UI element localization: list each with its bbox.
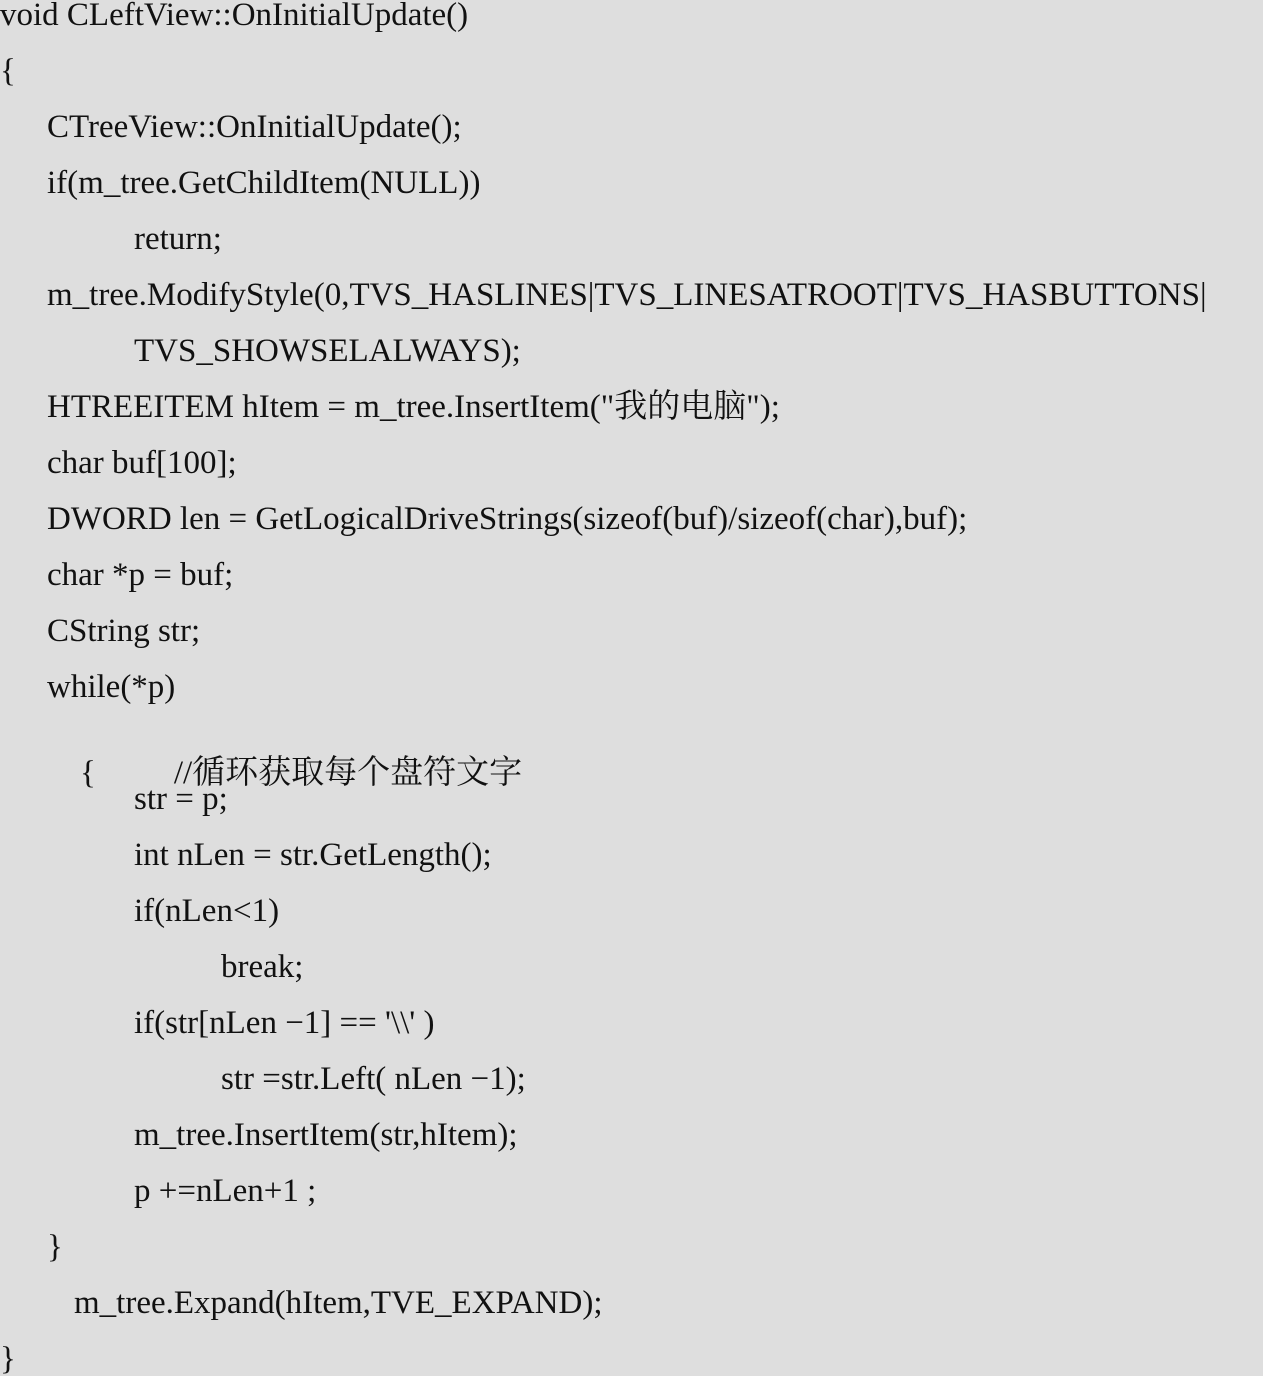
code-line-19: if(str[nLen −1] == '\\' ) (134, 1005, 435, 1041)
code-line-21: m_tree.InsertItem(str,hItem); (134, 1117, 518, 1153)
code-line-16: int nLen = str.GetLength(); (134, 837, 492, 873)
code-line-4: if(m_tree.GetChildItem(NULL)) (47, 165, 481, 201)
code-line-24: m_tree.Expand(hItem,TVE_EXPAND); (74, 1285, 603, 1321)
code-line-5: return; (134, 221, 222, 257)
code-line-13: while(*p) (47, 669, 176, 705)
code-line-15: str = p; (134, 781, 228, 817)
code-line-2: { (0, 53, 16, 89)
code-line-14 (0, 728, 523, 791)
code-line-10: DWORD len = GetLogicalDriveStrings(sizeof(buf)/sizeof(char),buf); (47, 501, 968, 537)
code-line-23: } (47, 1229, 63, 1265)
code-line-7: TVS_SHOWSELALWAYS); (134, 333, 521, 369)
code-line-20: str =str.Left( nLen −1); (221, 1061, 526, 1097)
code-line-6: m_tree.ModifyStyle(0,TVS_HASLINES|TVS_LINESATROOT|TVS_HASBUTTONS| (47, 277, 1207, 313)
code-line-12: CString str; (47, 613, 201, 649)
code-line-9: char buf[100]; (47, 445, 237, 481)
code-line-17: if(nLen<1) (134, 893, 280, 929)
code-line-11: char *p = buf; (47, 557, 234, 593)
code-line-18: break; (221, 949, 304, 985)
code-comment: //循环获取每个盘符文字 (173, 755, 523, 791)
code-line-1: void CLeftView::OnInitialUpdate() (0, 0, 469, 33)
code-line-8: HTREEITEM hItem = m_tree.InsertItem("我的电脑"); (47, 389, 780, 425)
code-line-25: } (0, 1341, 16, 1376)
code-line-22: p +=nLen+1 ; (134, 1173, 317, 1209)
code-line-3: CTreeView::OnInitialUpdate(); (47, 109, 462, 145)
open-brace: { (80, 755, 96, 791)
